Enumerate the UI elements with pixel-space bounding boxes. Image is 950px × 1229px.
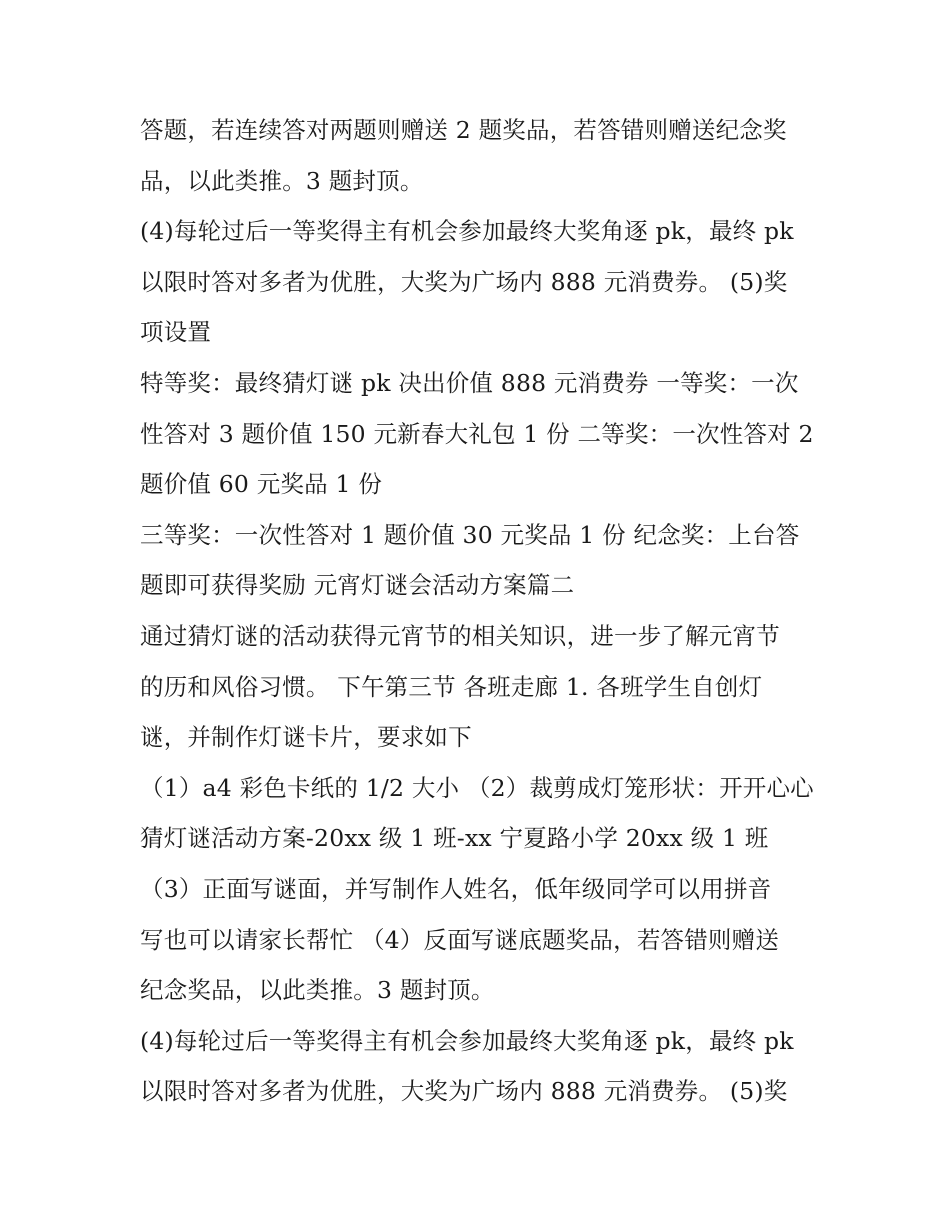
text-line: 以限时答对多者为优胜，大奖为广场内 888 元消费券。 (5)奖	[140, 1077, 788, 1106]
text-line: 以限时答对多者为优胜，大奖为广场内 888 元消费券。 (5)奖	[140, 267, 788, 296]
text-line: （3）正面写谜面，并写制作人姓名，低年级同学可以用拼音	[140, 874, 772, 903]
text-line: 答题，若连续答对两题则赠送 2 题奖品，若答错则赠送纪念奖	[140, 116, 787, 144]
text-line: (4)每轮过后一等奖得主有机会参加最终大奖角逐 pk，最终 pk	[140, 217, 794, 246]
text-line: 的历和风俗习惯。 下午第三节 各班走廊 1. 各班学生自创灯	[140, 672, 763, 701]
document-body	[140, 105, 820, 1117]
text-line: 写也可以请家长帮忙 （4）反面写谜底题奖品，若答错则赠送	[140, 925, 780, 954]
text-line: 项设置	[140, 318, 212, 347]
text-line: 题即可获得奖励 元宵灯谜会活动方案篇二	[140, 571, 575, 600]
text-line: 题价值 60 元奖品 1 份	[140, 470, 383, 499]
text-line: 通过猜灯谜的活动获得元宵节的相关知识，进一步了解元宵节	[140, 621, 780, 650]
text-line: 特等奖：最终猜灯谜 pk 决出价值 888 元消费券 一等奖：一次	[140, 368, 799, 397]
text-line: 三等奖：一次性答对 1 题价值 30 元奖品 1 份 纪念奖：上台答	[140, 520, 800, 549]
text-line: 纪念奖品，以此类推。3 题封顶。	[140, 976, 495, 1005]
text-line: 谜，并制作灯谜卡片，要求如下	[140, 723, 472, 752]
text-line: 品，以此类推。3 题封顶。	[140, 166, 424, 195]
text-line: （1）a4 彩色卡纸的 1/2 大小 （2）裁剪成灯笼形状：开开心心	[140, 773, 814, 802]
text-line: (4)每轮过后一等奖得主有机会参加最终大奖角逐 pk，最终 pk	[140, 1026, 794, 1055]
text-line: 性答对 3 题价值 150 元新春大礼包 1 份 二等奖：一次性答对 2	[140, 419, 814, 448]
text-line: 猜灯谜活动方案-20xx 级 1 班-xx 宁夏路小学 20xx 级 1 班	[140, 824, 769, 853]
